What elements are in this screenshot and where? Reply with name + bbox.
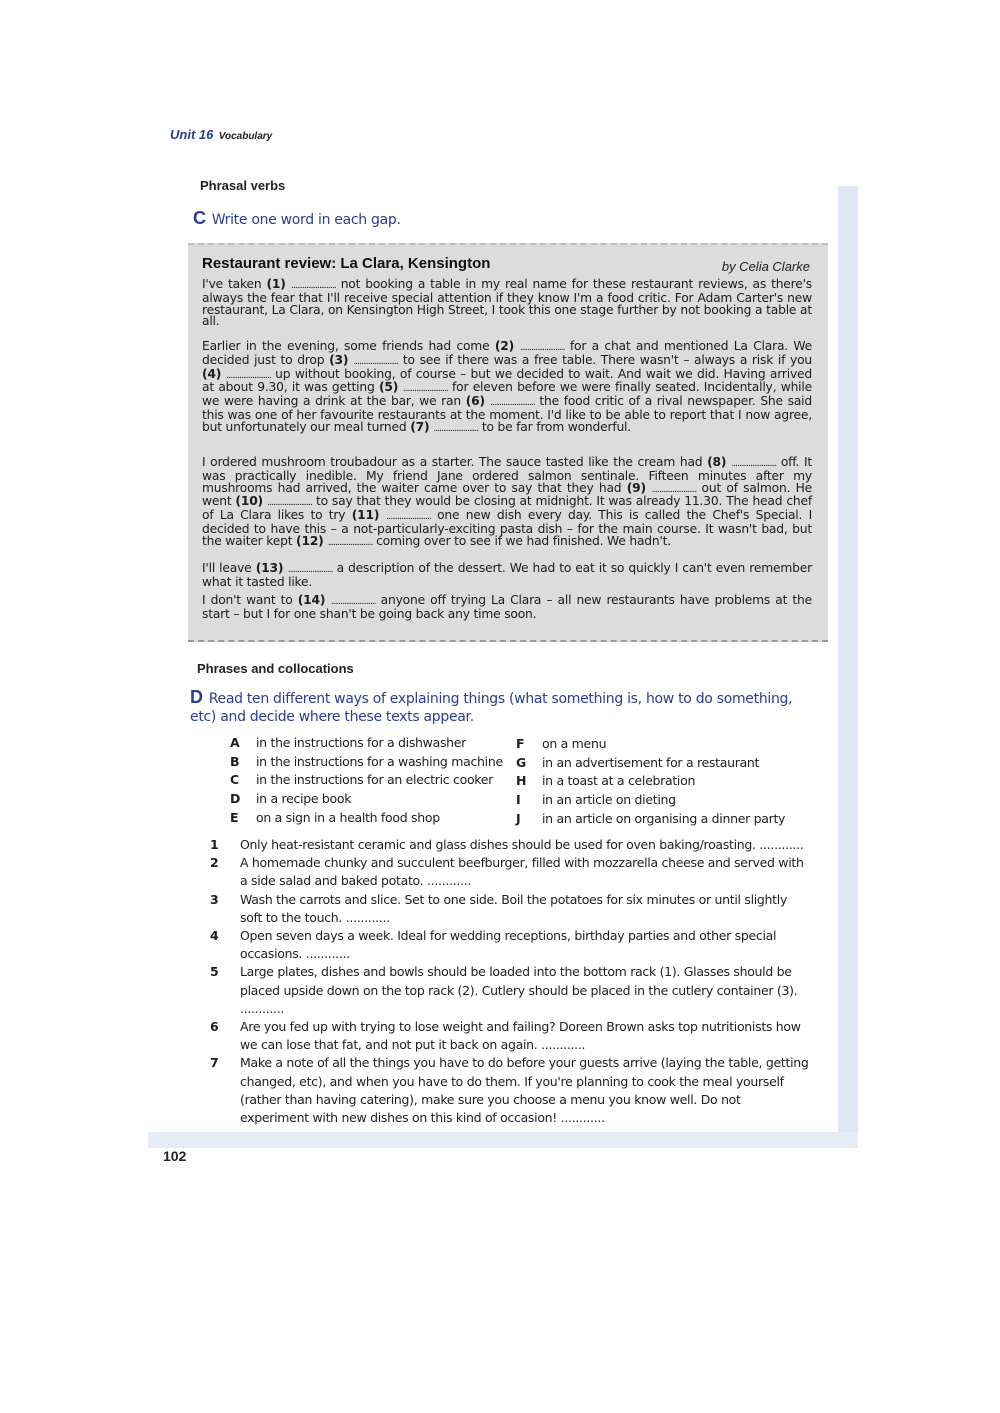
option-key: B (230, 753, 240, 769)
review-text: I don't want to (202, 593, 298, 607)
review-text: one new dish every day. This is called the Chef's Special. I decided to have this – a not-particularly-exciting pasta dish – for the main course. It wasn't bad, but the waiter kept (202, 508, 813, 548)
gap-blank[interactable]: ........................ (731, 459, 777, 469)
item-number: 6 (210, 1019, 219, 1035)
items-list (210, 836, 810, 1127)
gap-number: (1) (266, 277, 292, 291)
option-j (516, 810, 785, 829)
option-key: G (516, 754, 526, 770)
option-b (230, 753, 503, 772)
gap-number: (9) (626, 480, 652, 495)
gap-blank[interactable]: ........................ (226, 370, 271, 381)
gap-number: (5) (378, 380, 403, 395)
gap-blank[interactable]: ........................ (651, 484, 697, 495)
item-text: Wash the carrots and slice. Set to one side. Boil the potatoes for six minutes or until slightly soft to the touch. ............ (240, 891, 788, 925)
gap-number: (6) (465, 394, 490, 409)
review-text: anyone off trying La Clara – all new restaurants have problems at the start – but I for one shan't be going back any time soon. (202, 593, 812, 621)
item-3 (210, 891, 810, 927)
exercise-d-instruction (190, 688, 800, 726)
gap-number: (4) (202, 366, 227, 381)
page-edge-band (838, 186, 858, 1146)
options-left (230, 734, 503, 828)
review-paragraph-5 (202, 595, 812, 621)
options-right (516, 735, 785, 829)
page-number: 102 (163, 1148, 187, 1164)
item-2 (210, 854, 810, 890)
item-7 (210, 1054, 810, 1127)
gap-number: (8) (707, 455, 732, 469)
item-number: 3 (210, 891, 219, 907)
option-e (230, 809, 503, 828)
item-1 (210, 836, 810, 854)
option-key: H (516, 773, 527, 789)
option-d (230, 790, 503, 809)
item-text: A homemade chunky and succulent beefburger, filled with mozzarella cheese and served with a side salad and baked potato. ............ (240, 855, 804, 889)
item-number: 4 (210, 928, 219, 944)
phrasal-verbs-heading: Phrasal verbs (200, 178, 286, 193)
unit-section-label: Vocabulary (218, 131, 273, 142)
exercise-c-text: Write one word in each gap. (211, 212, 401, 228)
item-text: Open seven days a week. Ideal for wedding receptions, birthday parties and other special occasions. ............ (240, 928, 777, 962)
gap-number: (14) (297, 593, 331, 607)
review-text: out of salmon. He went (202, 480, 812, 509)
option-text: in a recipe book (256, 791, 352, 807)
page-bottom-band (148, 1132, 858, 1148)
item-4 (210, 927, 810, 963)
item-number: 7 (210, 1055, 219, 1071)
option-text: in an advertisement for a restaurant (542, 754, 760, 770)
item-6 (210, 1018, 810, 1054)
option-text: in an article on organising a dinner party (542, 810, 786, 826)
review-byline: by Celia Clarke (721, 259, 810, 274)
item-number: 1 (210, 837, 219, 852)
item-text: Only heat-resistant ceramic and glass dishes should be used for oven baking/roasting. ............ (240, 837, 804, 852)
collocations-heading: Phrases and collocations (197, 661, 354, 676)
item-number: 5 (210, 964, 219, 980)
exercise-c-letter: C (193, 208, 206, 228)
gap-blank[interactable]: ........................ (433, 423, 479, 434)
review-text: to say that they would be closing at midnight. It was already 11.30. The head chef of La Clara likes to try (202, 494, 812, 523)
review-title: Restaurant review: La Clara, Kensington (202, 255, 491, 272)
review-text: off. It was practically inedible. My friend Jane ordered salmon sentinale. Fifteen minutes after my mushrooms had arrived, the waiter came over to say that they had (202, 455, 812, 495)
gap-blank[interactable]: ........................ (519, 343, 565, 353)
option-text: in an article on dieting (542, 792, 676, 808)
review-text: up without booking, of course – but we decided to wait. And wait we did. Having arrived at about 9.30, it was getting (202, 366, 812, 395)
review-text: I've taken (202, 277, 267, 291)
gap-number: (2) (494, 339, 520, 353)
item-text: Large plates, dishes and bowls should be loaded into the bottom rack (1). Glasses should be placed upside down on the top rack (2). Cutlery should be placed in the cutlery container (3). ............ (240, 964, 798, 1016)
review-paragraph-4 (202, 563, 812, 589)
review-text: to see if there was a free table. There wasn't – always a risk if you (398, 352, 812, 367)
gap-blank[interactable]: ........................ (386, 512, 431, 523)
review-paragraph-1 (202, 279, 812, 328)
option-key: I (516, 792, 521, 808)
gap-blank[interactable]: ........................ (267, 498, 312, 509)
option-g (516, 754, 785, 773)
option-key: J (516, 810, 521, 826)
gap-number: (13) (255, 561, 288, 575)
gap-blank[interactable]: ........................ (327, 537, 373, 548)
option-f (516, 735, 785, 754)
gap-blank[interactable]: ........................ (287, 565, 333, 575)
gap-number: (3) (329, 352, 354, 367)
option-c (230, 771, 503, 790)
exercise-d-text: Read ten different ways of explaining things (what something is, how to do something, etc) and decide where these texts appear. (190, 691, 793, 725)
exercise-c-instruction (193, 208, 401, 229)
item-text: Make a note of all the things you have to do before your guests arrive (laying the table, getting changed, etc), and when you have to do them. If you're planning to cook the meal yourself (rather than having catering), make sure you choose a menu you know well. Do not experiment with new dishes on this kind of occasion! ............ (240, 1055, 809, 1126)
unit-header (170, 127, 272, 142)
review-paragraph-3 (202, 457, 812, 550)
option-i (516, 791, 785, 810)
option-key: D (230, 791, 241, 807)
option-text: in the instructions for an electric cooker (256, 772, 494, 788)
option-text: on a sign in a health food shop (256, 809, 440, 825)
option-key: A (230, 735, 240, 750)
gap-blank[interactable]: ........................ (330, 597, 376, 607)
exercise-d-letter: D (190, 687, 203, 707)
review-text: for eleven before we were finally seated. Incidentally, while we were having a drink at the bar, we ran (202, 380, 812, 409)
review-text: to be far from wonderful. (478, 419, 631, 434)
option-a (230, 734, 503, 753)
gap-number: (10) (235, 494, 268, 509)
gap-blank[interactable]: ........................ (291, 281, 336, 291)
option-key: C (230, 772, 239, 788)
review-paragraph-2 (202, 341, 812, 436)
review-text: a description of the dessert. We had to eat it so quickly I can't even remember what it tasted like. (202, 561, 812, 589)
option-key: E (230, 809, 239, 825)
review-text: coming over to see if we had finished. We hadn't. (372, 533, 672, 548)
gap-blank[interactable]: ........................ (489, 398, 535, 409)
review-text: not booking a table in my real name for these restaurant reviews, as there's always the fear that I'll receive special attention if they know I'm a food critic. For Adam Carter's new restaurant, La Clara, on Kensington High Street, I took this one stage further by not booking a table at all. (202, 277, 812, 329)
option-key: F (516, 736, 525, 751)
review-text: the food critic of a rival newspaper. She said this was one of her favourite restaurants at the moment. I'd like to be able to report that I now agree, but unfortunately our meal turned (202, 394, 812, 434)
option-h (516, 772, 785, 791)
item-5 (210, 963, 810, 1018)
review-text: I'll leave (202, 561, 256, 575)
option-text: in a toast at a celebration (542, 773, 696, 789)
review-text: I ordered mushroom troubadour as a starter. The sauce tasted like the cream had (202, 455, 708, 469)
item-number: 2 (210, 855, 219, 871)
gap-number: (12) (296, 533, 328, 548)
option-text: in the instructions for a dishwasher (256, 735, 467, 750)
unit-label: Unit 16 (170, 127, 214, 142)
review-text: Earlier in the evening, some friends had come (202, 339, 495, 353)
item-text: Are you fed up with trying to lose weight and failing? Doreen Brown asks top nutritionists how we can lose that fat, and not put it back on again. ............ (240, 1019, 801, 1053)
gap-blank[interactable]: ........................ (353, 356, 399, 367)
gap-number: (11) (351, 508, 387, 523)
option-text: on a menu (542, 736, 607, 751)
option-text: in the instructions for a washing machine (256, 753, 503, 769)
review-text: for a chat and mentioned La Clara. We decided just to drop (202, 339, 813, 367)
gap-number: (7) (410, 419, 434, 434)
gap-blank[interactable]: ........................ (402, 384, 448, 395)
